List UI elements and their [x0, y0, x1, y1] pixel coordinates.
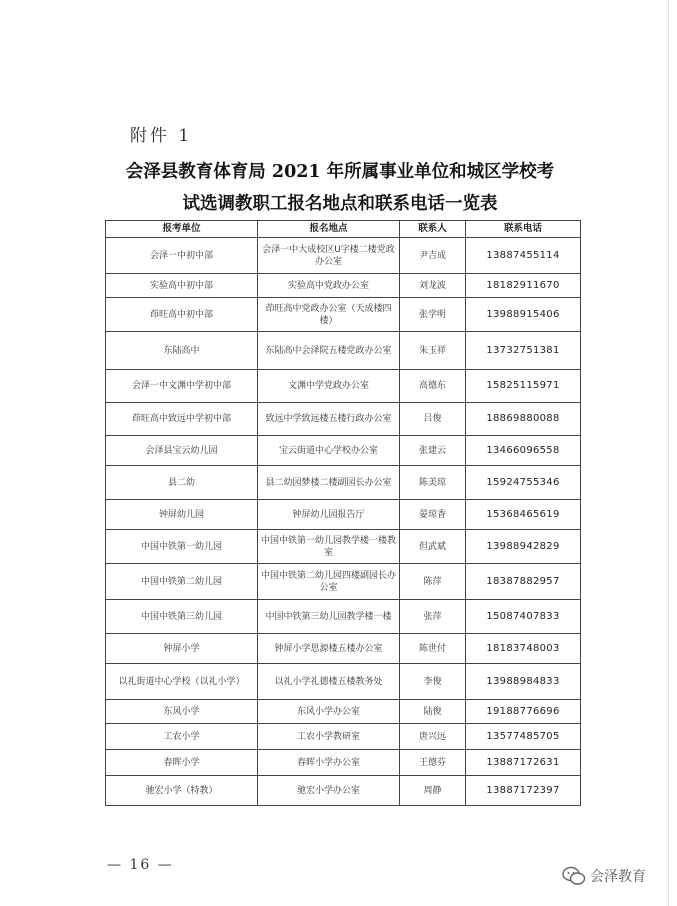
title-line-1: 会泽县教育体育局 2021 年所属事业单位和城区学校考 — [125, 162, 555, 182]
cell-phone: 15368465619 — [466, 500, 581, 530]
cell-unit: 春晖小学 — [106, 750, 258, 776]
table-body — [106, 238, 581, 806]
table-row — [106, 724, 581, 750]
table-row — [106, 664, 581, 700]
cell-phone: 13887172631 — [466, 750, 581, 776]
cell-contact: 吕俊 — [400, 403, 466, 436]
cell-location: 中国中铁第二幼儿园四楼副园长办公室 — [258, 564, 400, 600]
cell-contact: 尹吉成 — [400, 238, 466, 274]
title-line-2: 试选调教职工报名地点和联系电话一览表 — [182, 194, 498, 214]
cell-unit: 中国中铁第二幼儿园 — [106, 564, 258, 600]
cell-location: 宝云街道中心学校办公室 — [258, 436, 400, 466]
table-row — [106, 634, 581, 664]
table-row — [106, 500, 581, 530]
table-row — [106, 530, 581, 564]
cell-location: 东风小学办公室 — [258, 700, 400, 724]
cell-location: 会泽一中大成校区U字楼二楼党政办公室 — [258, 238, 400, 274]
cell-phone: 13732751381 — [466, 332, 581, 370]
cell-location: 东陆高中会泽院五楼党政办公室 — [258, 332, 400, 370]
cell-location: 中国中铁第三幼儿园教学楼一楼 — [258, 600, 400, 634]
table-row — [106, 403, 581, 436]
table-row — [106, 600, 581, 634]
cell-unit: 以礼街道中心学校（以礼小学） — [106, 664, 258, 700]
cell-location: 茚旺高中党政办公室（天成楼四楼） — [258, 298, 400, 332]
table-row — [106, 564, 581, 600]
table-row — [106, 298, 581, 332]
table-row — [106, 370, 581, 403]
cell-unit: 工农小学 — [106, 724, 258, 750]
cell-phone: 15087407833 — [466, 600, 581, 634]
cell-contact: 唐兴远 — [400, 724, 466, 750]
cell-unit: 中国中铁第一幼儿园 — [106, 530, 258, 564]
registration-table — [105, 220, 581, 806]
cell-phone: 13988984833 — [466, 664, 581, 700]
cell-location: 钟屏幼儿园报告厅 — [258, 500, 400, 530]
cell-phone: 13988942829 — [466, 530, 581, 564]
cell-location: 春晖小学办公室 — [258, 750, 400, 776]
table-row — [106, 274, 581, 298]
table-row — [106, 238, 581, 274]
table-row — [106, 466, 581, 500]
header-contact: 联系人 — [400, 221, 466, 238]
cell-phone: 18183748003 — [466, 634, 581, 664]
cell-contact: 李俊 — [400, 664, 466, 700]
page-number: — 16 — — [107, 857, 174, 873]
cell-location: 县二幼园梦楼二楼副园长办公室 — [258, 466, 400, 500]
cell-contact: 张学明 — [400, 298, 466, 332]
table-row — [106, 776, 581, 806]
cell-contact: 高德东 — [400, 370, 466, 403]
wechat-icon — [562, 866, 586, 886]
cell-unit: 县二幼 — [106, 466, 258, 500]
watermark-text: 会泽教育 — [590, 869, 646, 885]
table-row — [106, 700, 581, 724]
cell-phone: 13577485705 — [466, 724, 581, 750]
cell-phone: 13988915406 — [466, 298, 581, 332]
cell-unit: 会泽一中文渊中学初中部 — [106, 370, 258, 403]
cell-unit: 钟屏幼儿园 — [106, 500, 258, 530]
cell-unit: 会泽县宝云幼儿园 — [106, 436, 258, 466]
cell-contact: 王德芬 — [400, 750, 466, 776]
cell-phone: 15825115971 — [466, 370, 581, 403]
cell-contact: 朱玉祥 — [400, 332, 466, 370]
cell-phone: 13887172397 — [466, 776, 581, 806]
cell-location: 中国中铁第一幼儿园教学楼一楼教室 — [258, 530, 400, 564]
cell-contact: 陈美琼 — [400, 466, 466, 500]
cell-unit: 中国中铁第三幼儿园 — [106, 600, 258, 634]
cell-location: 以礼小学礼德楼五楼教务处 — [258, 664, 400, 700]
cell-phone: 18182911670 — [466, 274, 581, 298]
cell-unit: 东陆高中 — [106, 332, 258, 370]
table-row — [106, 750, 581, 776]
cell-phone: 15924755346 — [466, 466, 581, 500]
table-row — [106, 332, 581, 370]
cell-contact: 晏琼香 — [400, 500, 466, 530]
watermark — [562, 866, 646, 886]
cell-location: 文渊中学党政办公室 — [258, 370, 400, 403]
cell-contact: 陆俊 — [400, 700, 466, 724]
cell-unit: 茚旺高中致远中学初中部 — [106, 403, 258, 436]
cell-contact: 周静 — [400, 776, 466, 806]
cell-unit: 钟屏小学 — [106, 634, 258, 664]
header-location: 报名地点 — [258, 221, 400, 238]
cell-unit: 驰宏小学（特教） — [106, 776, 258, 806]
cell-contact: 刘龙波 — [400, 274, 466, 298]
cell-unit: 东风小学 — [106, 700, 258, 724]
header-unit: 报考单位 — [106, 221, 258, 238]
attachment-label: 附件 1 — [130, 126, 193, 146]
page-fold-line — [668, 0, 669, 906]
cell-contact: 张萍 — [400, 600, 466, 634]
cell-phone: 19188776696 — [466, 700, 581, 724]
table-row — [106, 436, 581, 466]
cell-location: 驰宏小学办公室 — [258, 776, 400, 806]
cell-phone: 13466096558 — [466, 436, 581, 466]
cell-contact: 张建云 — [400, 436, 466, 466]
cell-contact: 陈世付 — [400, 634, 466, 664]
cell-contact: 陈萍 — [400, 564, 466, 600]
cell-location: 钟屏小学思源楼五楼办公室 — [258, 634, 400, 664]
cell-location: 工农小学教研室 — [258, 724, 400, 750]
header-phone: 联系电话 — [466, 221, 581, 238]
cell-location: 致远中学致远楼五楼行政办公室 — [258, 403, 400, 436]
cell-unit: 会泽一中初中部 — [106, 238, 258, 274]
table-header-row — [106, 221, 581, 238]
cell-phone: 18387882957 — [466, 564, 581, 600]
cell-unit: 实验高中初中部 — [106, 274, 258, 298]
cell-unit: 茚旺高中初中部 — [106, 298, 258, 332]
cell-phone: 13887455114 — [466, 238, 581, 274]
cell-phone: 18869880088 — [466, 403, 581, 436]
cell-contact: 但武斌 — [400, 530, 466, 564]
cell-location: 实验高中党政办公室 — [258, 274, 400, 298]
